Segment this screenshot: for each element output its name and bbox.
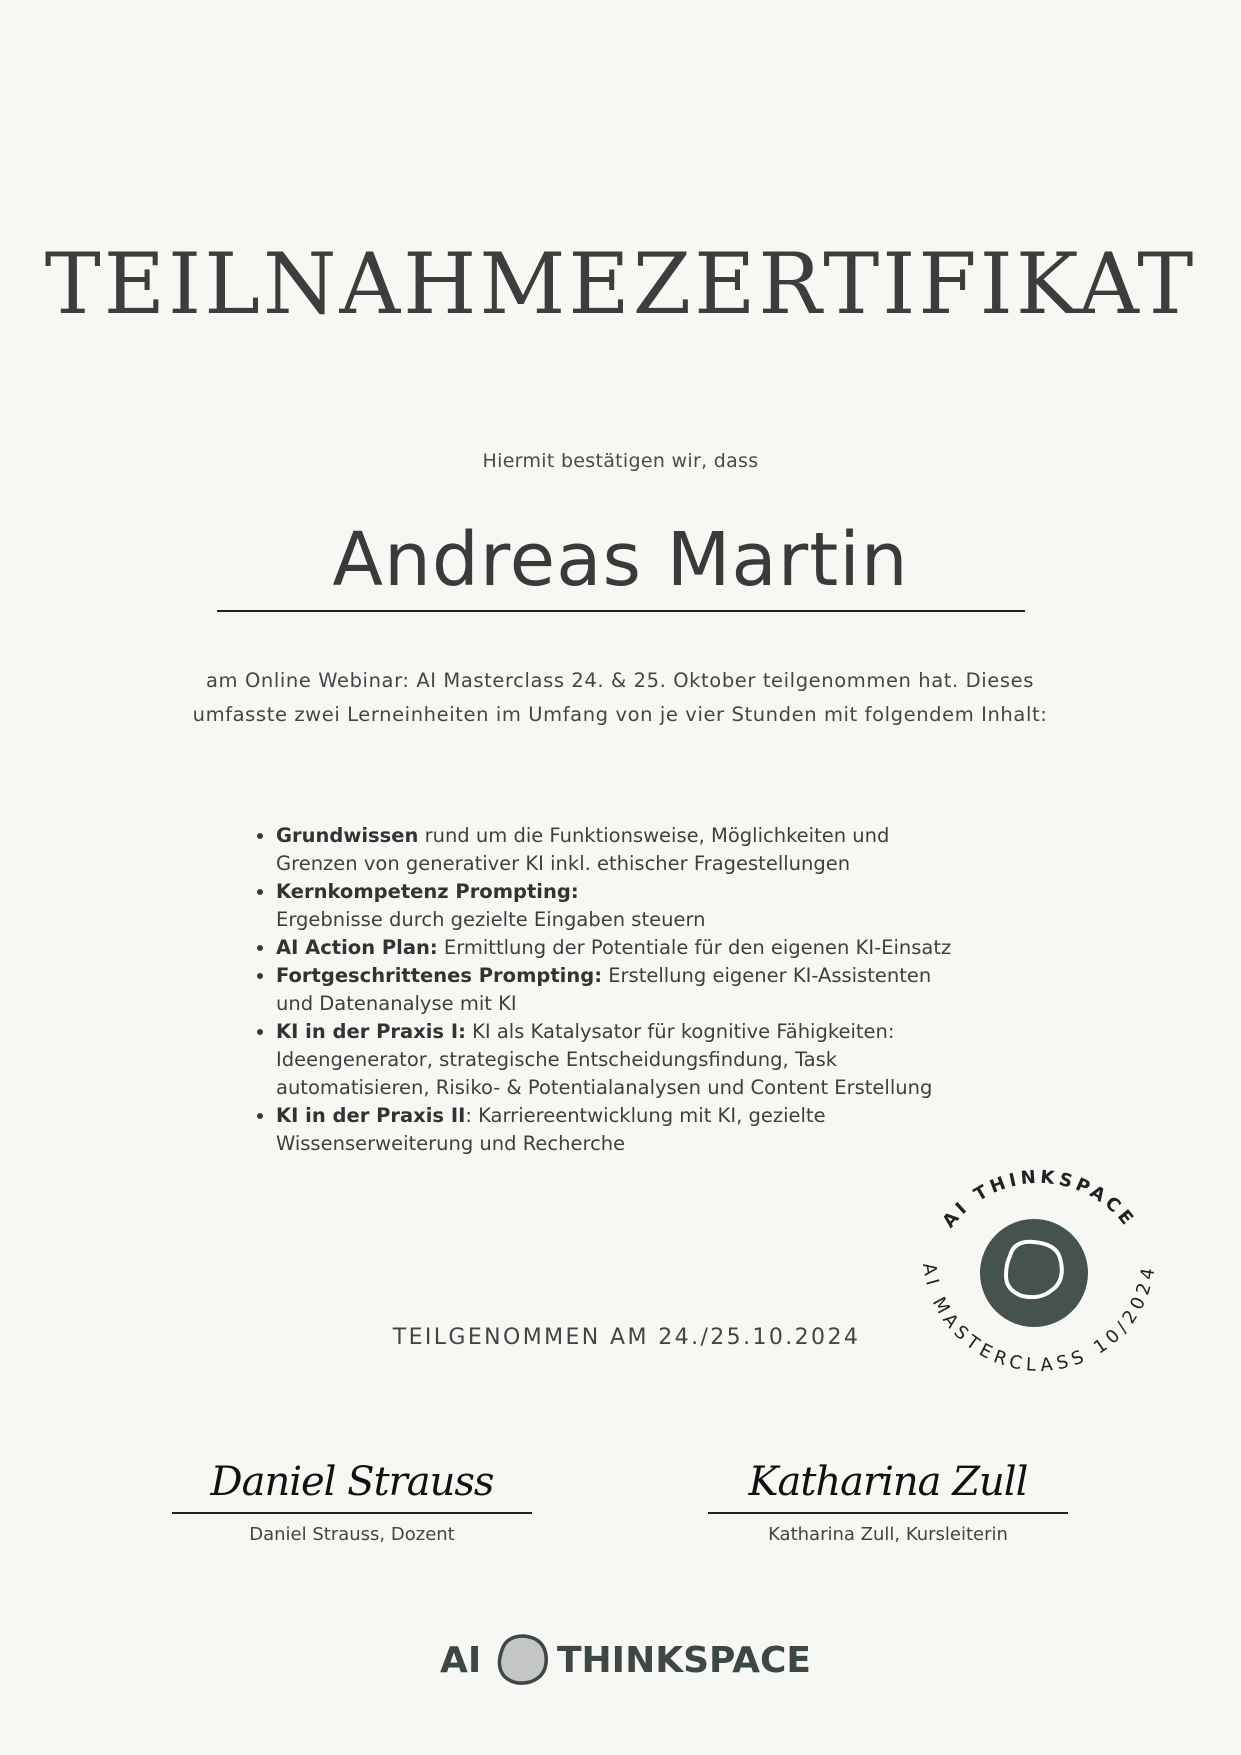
seal-bottom-text: AI MASTERCLASS 10/2024 [918, 1261, 1160, 1377]
topic-text: : Karriereentwicklung mit KI, gezielte Wissenserweiterung und Recherche [276, 1104, 826, 1155]
description-line: am Online Webinar: AI Masterclass 24. & 25. Oktober teilgenommen hat. Dieses [206, 669, 1034, 692]
list-item [276, 822, 1036, 878]
logo-text-right: THINKSPACE [557, 1640, 811, 1681]
topic-text: Erstellung eigener KI-Assistenten und Datenanalyse mit KI [276, 964, 932, 1015]
logo-text-left: AI [440, 1640, 482, 1681]
description-line: umfasste zwei Lerneinheiten im Umfang von je vier Stunden mit folgendem Inhalt: [192, 703, 1048, 726]
course-description [120, 664, 1120, 732]
signature-caption: Daniel Strauss, Dozent [249, 1524, 455, 1545]
topic-heading: Grundwissen [276, 824, 419, 847]
topic-text: rund um die Funktionsweise, Möglichkeiten und Grenzen von generativer KI inkl. ethischer Fragestellungen [276, 824, 890, 875]
pebble-logo-icon [490, 1628, 554, 1692]
topic-list [250, 822, 1036, 1158]
list-item [276, 934, 1036, 962]
signature-katharina-zull: Katharina Zull [748, 1459, 1028, 1505]
topic-text: Ergebnisse durch gezielte Eingaben steuern [276, 908, 706, 931]
list-item [276, 878, 1036, 934]
signature-block-kursleiterin [708, 1452, 1068, 1545]
certificate-title: TEILNAHMEZERTIFIKAT [44, 235, 1197, 333]
topic-heading: KI in der Praxis II [276, 1104, 466, 1127]
name-underline [217, 610, 1025, 612]
rounded-square-logo-icon [980, 1219, 1088, 1327]
list-item [276, 1018, 1036, 1102]
list-item [276, 962, 1036, 1018]
seal-top-text: AI THINKSPACE [938, 1166, 1140, 1232]
signature-daniel-strauss: Daniel Strauss [210, 1459, 494, 1505]
participant-name: Andreas Martin [332, 517, 909, 603]
topic-heading: Fortgeschrittenes Prompting: [276, 964, 602, 987]
topic-text: KI als Katalysator für kognitive Fähigkeiten: Ideengenerator, strategische Entscheidungsfindung, Task automatisieren, Risiko- & Potentialanalysen und Content Erstellung [276, 1020, 933, 1099]
signature-block-dozent [172, 1452, 532, 1545]
intro-text: Hiermit bestätigen wir, dass [482, 450, 759, 472]
signature-line [172, 1512, 532, 1514]
signature-line [708, 1512, 1068, 1514]
topic-heading: AI Action Plan: [276, 936, 438, 959]
masterclass-seal [894, 1140, 1184, 1430]
topic-heading: KI in der Praxis I: [276, 1020, 466, 1043]
participation-date-text: TEILGENOMMEN AM 24./25.10.2024 [392, 1325, 861, 1350]
topic-heading: Kernkompetenz Prompting: [276, 880, 579, 903]
topic-text: Ermittlung der Potentiale für den eigenen KI-Einsatz [437, 936, 952, 959]
signature-caption: Katharina Zull, Kursleiterin [768, 1524, 1008, 1545]
